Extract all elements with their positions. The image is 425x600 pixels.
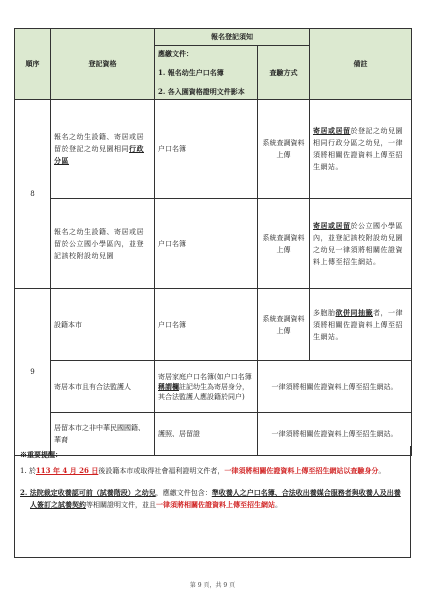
qualification-emphasis: 行政分區 [54, 144, 144, 165]
note-2-text-1: ，應繳文件包含： [155, 489, 212, 497]
docs-cell: 户口名簿 [155, 289, 258, 361]
note-2-emphasis-1: 2. 法院裁定收養認可前（試養階段）之幼兒 [20, 488, 156, 497]
important-notes [14, 446, 411, 558]
remark-emphasis: 寄居或居留 [313, 220, 351, 230]
row-order: 9 [15, 289, 51, 456]
qualification-cell: 寄居本市且有合法監護人 [51, 361, 155, 413]
merged-remark-cell: 一律須將相關佐證資料上傳至招生網站。 [258, 361, 412, 413]
remark-cell [310, 100, 412, 199]
remark-text: 於登記之幼兒園相同行政分區之幼兒，一律須將相關佐證資料上傳至招生網站。 [313, 127, 403, 171]
method-cell: 系統查調資料上傳 [258, 289, 310, 361]
table-row [15, 199, 412, 289]
header-order: 順序 [15, 29, 51, 100]
note-2-text-2: 等相關證明文件，並且 [86, 501, 156, 509]
note-1-end: 。 [378, 467, 386, 475]
header-method: 查驗方式 [258, 46, 310, 100]
note-item-1 [20, 465, 405, 477]
method-cell: 系統查調資料上傳 [258, 100, 310, 199]
docs-text: 寄居家庭户口名簿(如户口名簿 [158, 372, 252, 381]
method-cell: 系統查調資料上傳 [258, 199, 310, 289]
docs-cell [155, 361, 258, 413]
header-remark: 備註 [310, 29, 412, 100]
docs-text-rest: 註記幼生為寄居身分，其合法監護人應設籍於同户) [158, 382, 249, 401]
remark-emphasis: 欲併同抽籤 [335, 307, 373, 317]
qualification-cell: 報名之幼生設籍、寄居或居留於公立國小學區內，並登記該校附設幼兒園 [51, 199, 155, 289]
note-2-red: 一律須將相關佐證資料上傳至招生網站 [156, 500, 275, 509]
row-order: 8 [15, 100, 51, 289]
note-2-end: 。 [275, 501, 282, 509]
page-number: 第 9 頁，共 9 頁 [189, 582, 236, 589]
qualification-text: 報名之幼生設籍、寄居或居留於登記之幼兒園相同 [54, 133, 144, 153]
header-required-docs [155, 46, 258, 100]
docs-title: 應繳文件： [158, 49, 193, 58]
note-1-prefix: 1. 於 [20, 467, 36, 475]
qualification-cell [51, 100, 155, 199]
merged-remark-cell: 一律須將相關佐證資料上傳至招生網站。 [258, 413, 412, 456]
note-item-2 [20, 487, 405, 511]
note-1-date: 113 年 4 月 26 日 [35, 466, 99, 475]
remark-text: 多胞胎 [313, 308, 336, 317]
docs-cell: 護照、居留證 [155, 413, 258, 456]
docs-emphasis: 稱謂欄 [158, 381, 179, 391]
qualification-cell: 設籍本市 [51, 289, 155, 361]
docs-cell: 户口名簿 [155, 199, 258, 289]
qualification-cell: 居留本市之非中華民國國籍、華裔 [51, 413, 155, 456]
registration-table [14, 28, 412, 456]
docs-item-1: 1. 報名幼生户口名簿 [158, 68, 224, 77]
docs-item-2: 2. 各入園資格證明文件影本 [158, 87, 245, 96]
remark-text: 於公立國小學區內，並登記該校附設幼兒園之幼兒一律須將相關佐證資料上傳至招生網站。 [313, 221, 403, 266]
note-2-emphasis-2: 準收養人之户口名簿、合法收出養媒合服務者與收養人及出養人簽訂之試養契約 [30, 488, 401, 509]
note-1-emphasis: 一律須將相關佐證資料上傳至招生網站以查驗身分 [224, 466, 379, 475]
docs-cell: 户口名簿 [155, 100, 258, 199]
table-row [15, 361, 412, 413]
header-qualification: 登記資格 [51, 29, 155, 100]
remark-cell [310, 289, 412, 361]
note-1-text: 後設籍本市或取得社會福利證明文件者， [98, 467, 225, 475]
remark-emphasis: 寄居或居留 [313, 126, 351, 135]
notes-title: ※重要提醒： [20, 450, 62, 459]
remark-text-rest: 者，一律須將相關佐證資料上傳至招生網站。 [313, 308, 403, 341]
remark-cell [310, 199, 412, 289]
header-notice-title: 報名登記須知 [155, 29, 310, 46]
table-row [15, 289, 412, 361]
table-row [15, 100, 412, 199]
